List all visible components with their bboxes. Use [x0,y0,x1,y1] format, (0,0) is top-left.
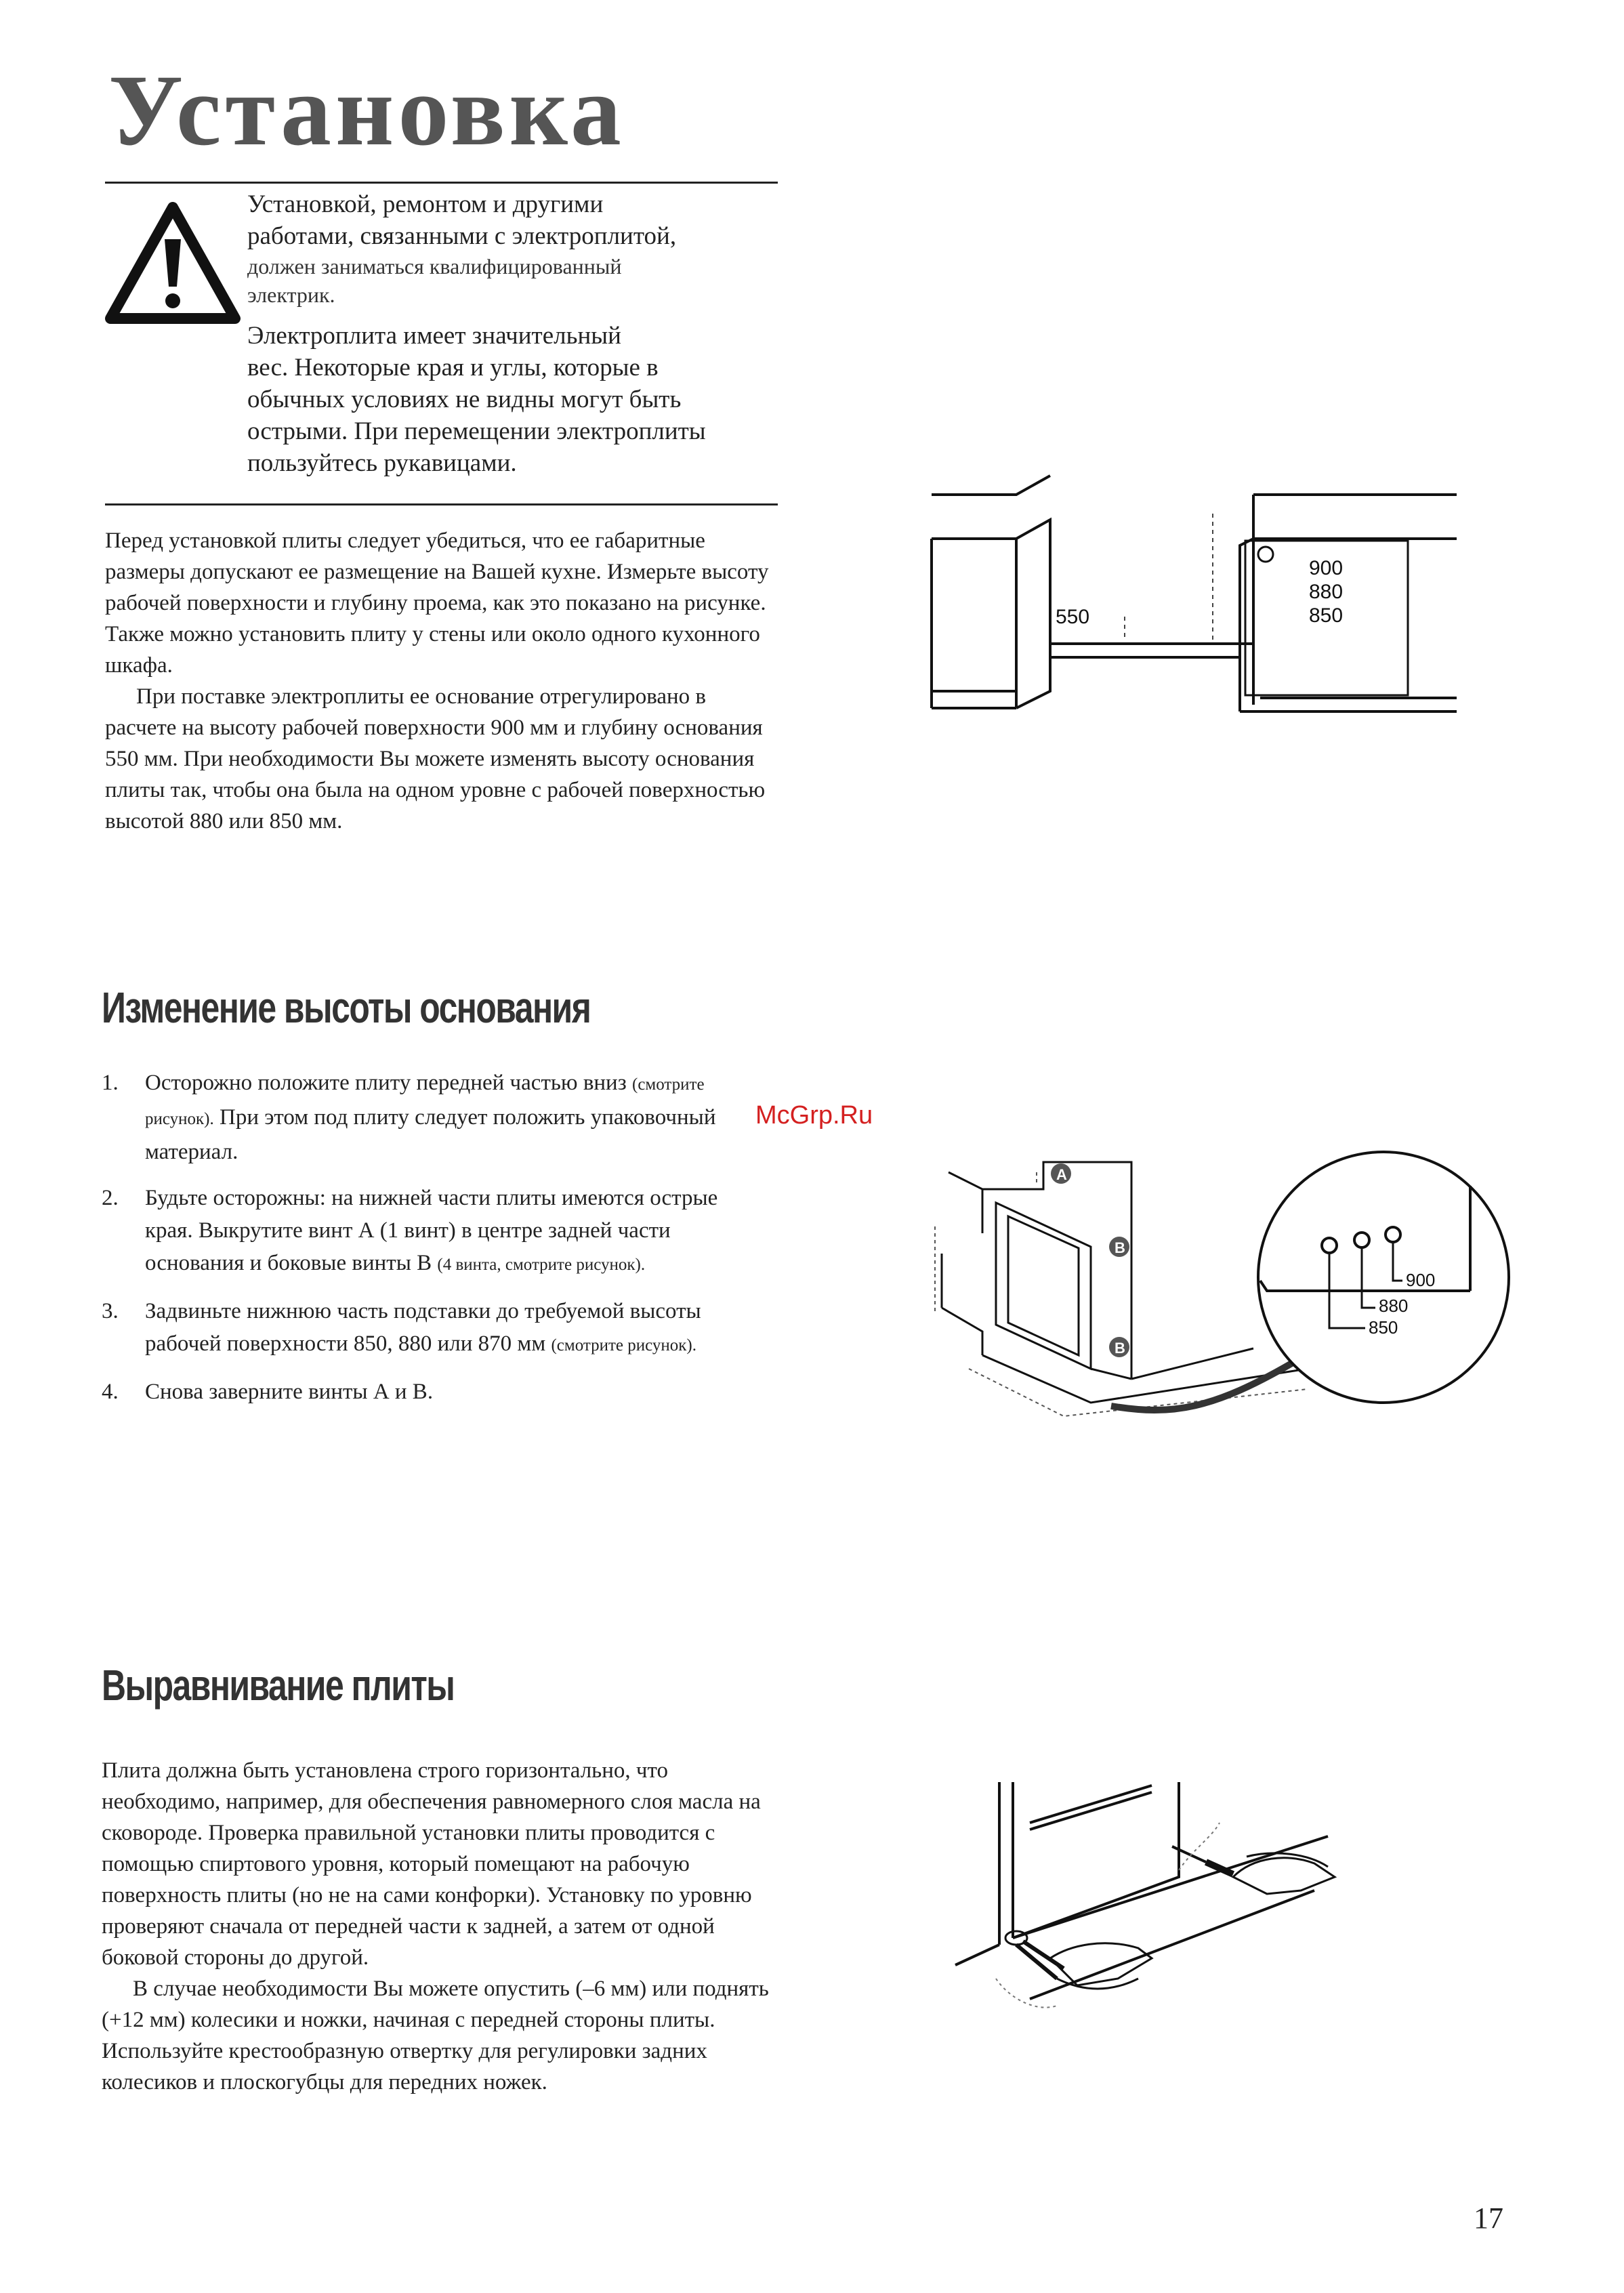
list-item-note: (смотрите рисунок). [551,1336,696,1355]
figure1-height-label: 900 [1309,557,1344,579]
list-item-note: (4 винта, смотрите рисунок). [437,1256,646,1274]
intro-paragraph: При поставке электроплиты ее основание отрегулировано в расчете на высоту рабочей поверхности 900 мм и глубину основания 550 мм. При необходимости Вы можете изменять высоту основания плиты так, чтобы она была на одном уровне с рабочей поверхностью высотой 880 или 850 мм. [105,684,766,833]
watermark: McGrp.Ru [755,1101,873,1130]
warning-text-block [247,188,783,479]
leveling-text [102,1755,772,2098]
warning-bottom-rule [105,503,778,505]
warning-line: электрик. [247,283,335,307]
leveling-paragraph: В случае необходимости Вы можете опустить (–6 мм) или поднять (+12 мм) колесики и ножки, начиная с передней стороны плиты. Используйте крестообразную отвертку для регулировки задних колесиков и плоскогубцы для передних ножек. [102,1977,769,2094]
screw-a-label: A [1056,1166,1067,1183]
warning-top-rule [105,182,778,184]
list-item-number: 3. [102,1299,119,1323]
section-heading-base-height: Изменение высоты основания [102,983,591,1032]
screw-b-label: B [1115,1239,1125,1256]
cabinet-dimensions-figure [921,474,1470,745]
list-item-text: Задвиньте нижнюю часть подставки до требуемой высоты рабочей поверхности 850, 880 или 870 мм [145,1299,701,1356]
list-item-text: Будьте осторожны: на нижней части плиты имеются острые края. Выкрутите винт А (1 винт) в центре задней части основания и боковые винты В [145,1186,718,1275]
list-item-number: 1. [102,1071,119,1095]
page-title: Установка [108,54,625,167]
list-item-text: Снова заверните винты А и В. [145,1380,434,1404]
warning-line: работами, связанными с электроплитой, [247,222,677,250]
warning-line: Установкой, ремонтом и другими [247,190,604,218]
leveling-paragraph: Плита должна быть установлена строго горизонтально, что необходимо, например, для обеспечения равномерного слоя масла на сковороде. Проверка правильной установки плиты проводится с помощью спиртового уровня, который помещают на рабочую поверхность плиты (но не на сами конфорки). Установку по уровню проверяют сначала от передней части к задней, а затем от одной боковой стороны до другой. [102,1758,761,1970]
list-item [102,1182,732,1281]
list-item [102,1067,732,1168]
leveling-figure [949,1775,1369,2033]
base-height-steps [102,1067,732,1422]
intro-text [105,525,776,837]
section-heading-leveling: Выравнивание плиты [102,1661,455,1710]
list-item-number: 4. [102,1380,119,1404]
warning-line: острыми. При перемещении электроплиты [247,417,706,445]
list-item [102,1376,732,1408]
warning-line: пользуйтесь рукавицами. [247,449,517,477]
warning-triangle-icon [105,202,241,324]
list-item-text: Осторожно положите плиту передней частью вниз [145,1071,627,1095]
list-item-text: При этом под плиту следует положить упаковочный материал. [145,1105,716,1164]
screw-b-label: B [1115,1340,1125,1357]
warning-line: Электроплита имеет значительный [247,322,621,350]
figure1-depth-label: 550 [1056,606,1090,628]
list-item-number: 2. [102,1186,119,1210]
figure2-height-label: 850 [1369,1317,1398,1338]
figure1-height-label: 880 [1309,581,1344,603]
figure1-height-label: 850 [1309,604,1344,627]
figure2-height-label: 880 [1379,1296,1409,1316]
page-number: 17 [1474,2202,1503,2235]
list-item [102,1295,732,1362]
list-item-note: (смотрите рисунок). [145,1075,705,1128]
figure2-height-label: 900 [1406,1270,1436,1290]
warning-line: должен заниматься квалифицированный [247,254,622,278]
intro-paragraph: Перед установкой плиты следует убедиться, что ее габаритные размеры допускают ее размещение на Вашей кухне. Измерьте высоту рабочей поверхности и глубину проема, как это показано на рисунке. Также можно установить плиту у стены или около одного кухонного шкафа. [105,529,769,678]
warning-line: обычных условиях не видны могут быть [247,386,682,413]
base-adjustment-figure [928,1145,1524,1450]
warning-line: вес. Некоторые края и углы, которые в [247,354,659,381]
